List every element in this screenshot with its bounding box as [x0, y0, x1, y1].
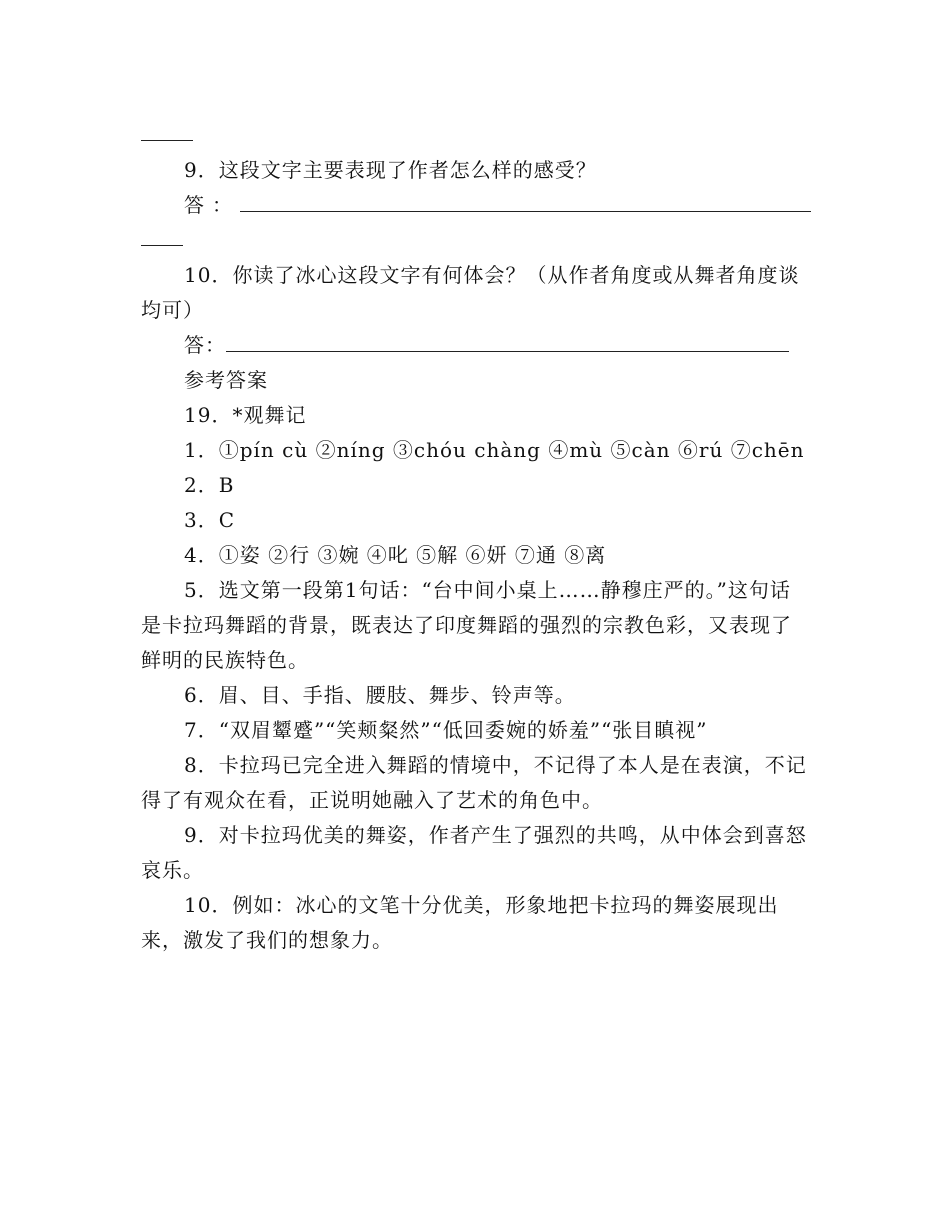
- answer-item: 5．选文第一段第1句话：“台中间小桌上……静穆庄严的。”这句话是卡拉玛舞蹈的背景，既表达了印度舞蹈的强烈的宗教色彩，又表现了鲜明的民族特色。: [141, 578, 792, 672]
- answer-key-heading: 参考答案: [184, 368, 268, 392]
- answer-key-title: 19．*观舞记: [184, 403, 307, 427]
- answer-blank: [226, 351, 789, 352]
- answer-item: 10．例如：冰心的文笔十分优美，形象地把卡拉玛的舞姿展现出来，激发了我们的想象力。: [141, 893, 779, 952]
- question-10: 10．你读了冰心这段文字有何体会？（从作者角度或从舞者角度谈均可）: [141, 263, 800, 322]
- answer-item: 9．对卡拉玛优美的舞姿，作者产生了强烈的共鸣，从中体会到喜怒哀乐。: [141, 823, 807, 882]
- answer-blank: [240, 211, 811, 212]
- answer-item: 8．卡拉玛已完全进入舞蹈的情境中，不记得了本人是在表演，不记得了有观众在看，正说明她融入了艺术的角色中。: [141, 753, 807, 812]
- answer-label: 答：: [184, 333, 226, 357]
- answer-item: 1．①pín cù ②níng ③chóu chàng ④mù ⑤càn ⑥rú ⑦chēn: [184, 438, 805, 462]
- document-body: [141, 118, 811, 958]
- question-10-answer-line: [141, 328, 811, 363]
- answer-item: 2．B: [184, 473, 235, 497]
- question-9: 9．这段文字主要表现了作者怎么样的感受？: [184, 158, 597, 182]
- answer-item: 6．眉、目、手指、腰肢、舞步、铃声等。: [184, 683, 576, 707]
- answer-item: 7．“双眉颦蹙”“笑颊粲然”“低回委婉的娇羞”“张目瞋视”: [184, 718, 708, 742]
- answer-line-continuation: [141, 223, 811, 258]
- answer-item: 4．①姿 ②行 ③婉 ④叱 ⑤解 ⑥妍 ⑦通 ⑧离: [184, 543, 607, 567]
- answer-label: 答：: [184, 193, 240, 217]
- answer-item: 3．C: [184, 508, 236, 532]
- question-9-answer-line: [141, 188, 811, 223]
- answer-line-continuation: [141, 118, 811, 153]
